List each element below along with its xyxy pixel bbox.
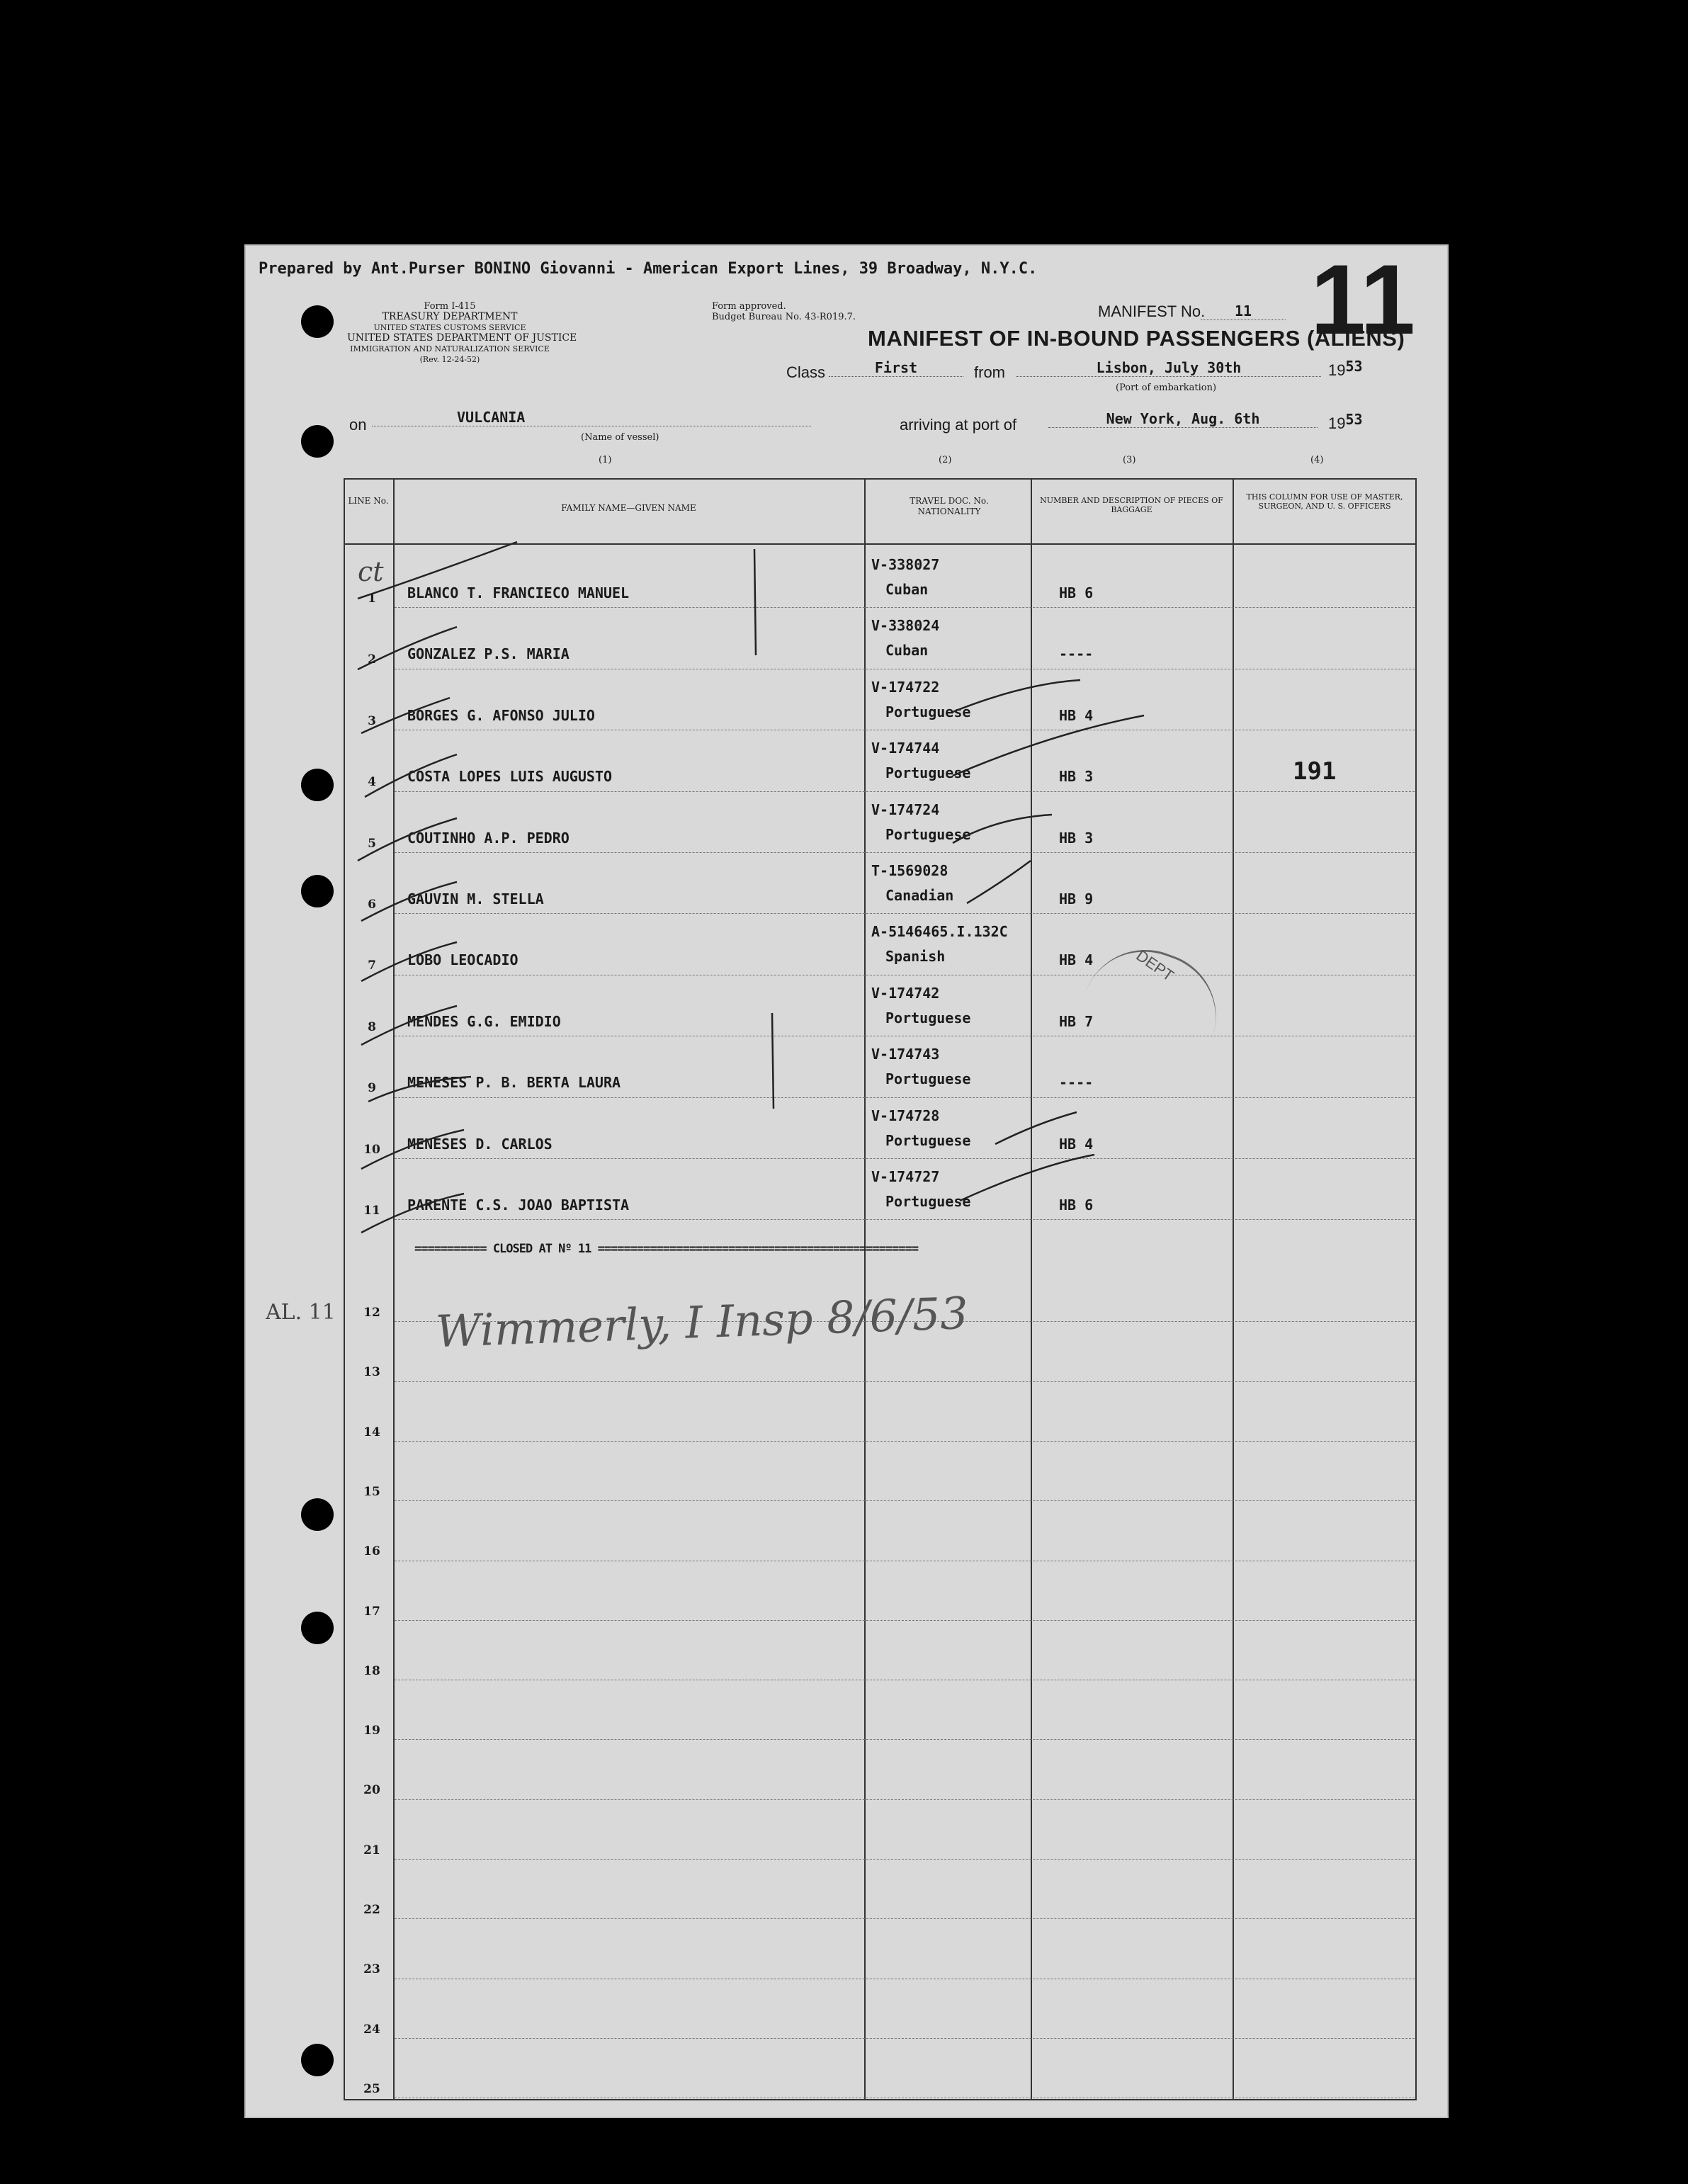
header-name: FAMILY NAME—GIVEN NAME	[561, 503, 696, 513]
header-line-no: LINE No.	[348, 496, 389, 506]
line-number: 2	[368, 652, 376, 667]
justice-dept: UNITED STATES DEPARTMENT OF JUSTICE	[347, 332, 577, 344]
header-officers: THIS COLUMN FOR USE OF MASTER, SURGEON, AND U. S. OFFICERS	[1246, 492, 1403, 511]
punch-hole	[301, 1498, 334, 1531]
doc-strike	[967, 861, 1031, 903]
baggage: ----	[1059, 1074, 1094, 1092]
arriving-value: New York, Aug. 6th	[1048, 410, 1318, 428]
baggage: HB 6	[1059, 584, 1094, 601]
nationality: Canadian	[885, 887, 954, 904]
travel-doc-number: V-174722	[871, 678, 940, 696]
header-travel-doc: TRAVEL DOC. No. NATIONALITY	[910, 496, 989, 516]
check-mark	[368, 1077, 471, 1102]
doc-strike	[953, 815, 1052, 843]
form-revision: (Rev. 12-24-52)	[419, 355, 480, 364]
line-number: 5	[368, 836, 376, 851]
vessel-caption: (Name of vessel)	[581, 432, 659, 443]
baggage: HB 4	[1059, 706, 1094, 724]
budget-bureau: Budget Bureau No. 43-R019.7.	[712, 312, 856, 322]
line-number: 9	[368, 1081, 376, 1096]
check-mark	[358, 627, 457, 669]
check-mark	[361, 1006, 457, 1045]
line-number: 3	[368, 713, 376, 728]
nationality: Cuban	[885, 581, 929, 598]
nationality: Portuguese	[885, 825, 971, 843]
nationality: Spanish	[885, 948, 946, 966]
travel-doc-number: V-174743	[871, 1046, 940, 1063]
punch-hole	[301, 1612, 334, 1644]
dept-stamp-text: DEPT	[1133, 946, 1177, 985]
line-number: 7	[368, 958, 376, 973]
arriving-label: arriving at port of	[900, 416, 1017, 434]
vessel-value: VULCANIA	[372, 409, 811, 426]
nationality: Cuban	[885, 642, 929, 660]
from-year-prefix: 19	[1328, 361, 1346, 379]
check-mark	[361, 942, 457, 981]
line-number: 18	[363, 1663, 380, 1678]
row-rule	[395, 2038, 1415, 2039]
prepared-by: Prepared by Ant.Purser BONINO Giovanni - American Export Lines, 39 Broadway, N.Y.C.	[259, 260, 1038, 278]
travel-doc-number: T-1569028	[871, 862, 948, 879]
doc-strike	[953, 715, 1144, 776]
row-rule	[395, 1500, 1415, 1501]
class-label: Class	[786, 363, 826, 381]
officers-note: 191	[1293, 757, 1337, 786]
class-value: First	[829, 359, 963, 377]
baggage: HB 3	[1059, 829, 1094, 847]
line-number: 20	[363, 1783, 380, 1798]
check-mark	[361, 882, 457, 921]
manifest-big-number: 11	[1310, 244, 1415, 355]
col-ref-2: (2)	[939, 455, 952, 465]
passenger-name: GONZALEZ P.S. MARIA	[407, 645, 570, 663]
baggage: HB 4	[1059, 951, 1094, 969]
check-mark	[361, 698, 450, 733]
line-number: 13	[363, 1365, 380, 1380]
passenger-name: MENDES G.G. EMIDIO	[407, 1012, 561, 1030]
line-number: 16	[363, 1544, 380, 1559]
passenger-name: BORGES G. AFONSO JULIO	[407, 706, 595, 724]
passenger-name: PARENTE C.S. JOAO BAPTISTA	[407, 1196, 630, 1213]
check-mark	[365, 754, 457, 797]
line-number: 23	[363, 1962, 380, 1977]
nationality: Portuguese	[885, 1070, 971, 1088]
doc-strike	[960, 1155, 1094, 1201]
bracket-line	[754, 549, 756, 655]
line-number: 22	[363, 1903, 380, 1917]
baggage: HB 4	[1059, 1135, 1094, 1153]
treasury-dept: TREASURY DEPARTMENT	[382, 311, 518, 322]
check-mark	[361, 1194, 464, 1233]
from-value: Lisbon, July 30th	[1016, 359, 1321, 377]
row-rule	[395, 1441, 1415, 1442]
manifest-no-label: MANIFEST No.	[1098, 302, 1206, 320]
line-number: 1	[368, 592, 376, 606]
closed-line: =========== CLOSED AT Nº 11 =================================================	[414, 1242, 919, 1256]
passenger-name: MENESES P. B. BERTA LAURA	[407, 1074, 621, 1092]
travel-doc-number: V-338027	[871, 556, 940, 573]
form-number: Form I-415	[424, 301, 476, 312]
baggage: HB 9	[1059, 890, 1094, 907]
line-number: 12	[363, 1306, 380, 1320]
col-ref-3: (3)	[1123, 455, 1136, 465]
travel-doc-number: V-338024	[871, 617, 940, 635]
arriving-year-prefix: 19	[1328, 414, 1346, 432]
line-number: 6	[368, 898, 376, 912]
travel-doc-number: V-174727	[871, 1168, 940, 1185]
passenger-name: MENESES D. CARLOS	[407, 1135, 553, 1153]
check-mark	[358, 818, 457, 861]
passenger-name: BLANCO T. FRANCIECO MANUEL	[407, 584, 630, 601]
line-number: 15	[363, 1484, 380, 1499]
line-number: 24	[363, 2022, 380, 2037]
on-label: on	[349, 416, 367, 434]
nationality: Portuguese	[885, 1193, 971, 1210]
line-number: 17	[363, 1604, 380, 1619]
row-rule	[395, 1739, 1415, 1740]
travel-doc-number: V-174728	[871, 1107, 940, 1124]
baggage: HB 6	[1059, 1196, 1094, 1213]
col-ref-4: (4)	[1310, 455, 1324, 465]
nationality: Portuguese	[885, 703, 971, 720]
doc-strike	[953, 680, 1080, 712]
line-number: 11	[363, 1204, 380, 1218]
line-number: 10	[363, 1142, 380, 1157]
passenger-name: LOBO LEOCADIO	[407, 951, 519, 969]
port-of-embarkation-caption: (Port of embarkation)	[1116, 383, 1217, 393]
line-number: 14	[363, 1425, 380, 1439]
check-marks	[244, 244, 1449, 1307]
from-year-value: 53	[1345, 358, 1363, 375]
header-baggage: NUMBER AND DESCRIPTION OF PIECES OF BAGGAGE	[1040, 496, 1223, 514]
manifest-no-value: 11	[1201, 302, 1286, 320]
inspector-signature: Wimmerly, I Insp 8/6/53	[434, 1286, 969, 1358]
handwritten-initial: ct	[358, 556, 384, 587]
travel-doc-number: A-5146465.I.132C	[871, 923, 1008, 941]
row-rule	[395, 1620, 1415, 1621]
line-number: 8	[368, 1019, 376, 1034]
punch-hole	[301, 2044, 334, 2076]
row-rule	[395, 1799, 1415, 1800]
check-mark	[358, 542, 517, 599]
margin-note: AL. 11	[266, 1300, 336, 1325]
line-number: 21	[363, 1843, 380, 1857]
baggage: HB 7	[1059, 1012, 1094, 1030]
from-label: from	[974, 363, 1005, 381]
check-mark	[361, 1130, 464, 1169]
nationality: Portuguese	[885, 764, 971, 782]
manifest-page	[244, 244, 1449, 2118]
customs-service: UNITED STATES CUSTOMS SERVICE	[373, 323, 526, 332]
doc-strike	[995, 1112, 1077, 1144]
row-rule	[395, 1381, 1415, 1382]
baggage: ----	[1059, 645, 1094, 663]
form-approved: Form approved.	[712, 301, 786, 312]
passenger-name: COSTA LOPES LUIS AUGUSTO	[407, 768, 612, 786]
bracket-line	[772, 1013, 774, 1109]
row-rule	[395, 1859, 1415, 1860]
travel-doc-number: V-174742	[871, 984, 940, 1002]
passenger-name: COUTINHO A.P. PEDRO	[407, 829, 570, 847]
travel-doc-number: V-174724	[871, 800, 940, 818]
page-title: MANIFEST OF IN-BOUND PASSENGERS (ALIENS)	[868, 326, 1405, 351]
baggage: HB 3	[1059, 768, 1094, 786]
row-rule	[395, 1918, 1415, 1919]
line-number: 19	[363, 1724, 380, 1738]
line-number: 4	[368, 775, 376, 790]
travel-doc-number: V-174744	[871, 740, 940, 757]
ins: IMMIGRATION AND NATURALIZATION SERVICE	[350, 344, 550, 353]
nationality: Portuguese	[885, 1009, 971, 1026]
nationality: Portuguese	[885, 1131, 971, 1149]
col-ref-1: (1)	[599, 455, 612, 465]
arriving-year-value: 53	[1345, 411, 1363, 428]
passenger-name: GAUVIN M. STELLA	[407, 890, 544, 907]
line-number: 25	[363, 2081, 380, 2096]
